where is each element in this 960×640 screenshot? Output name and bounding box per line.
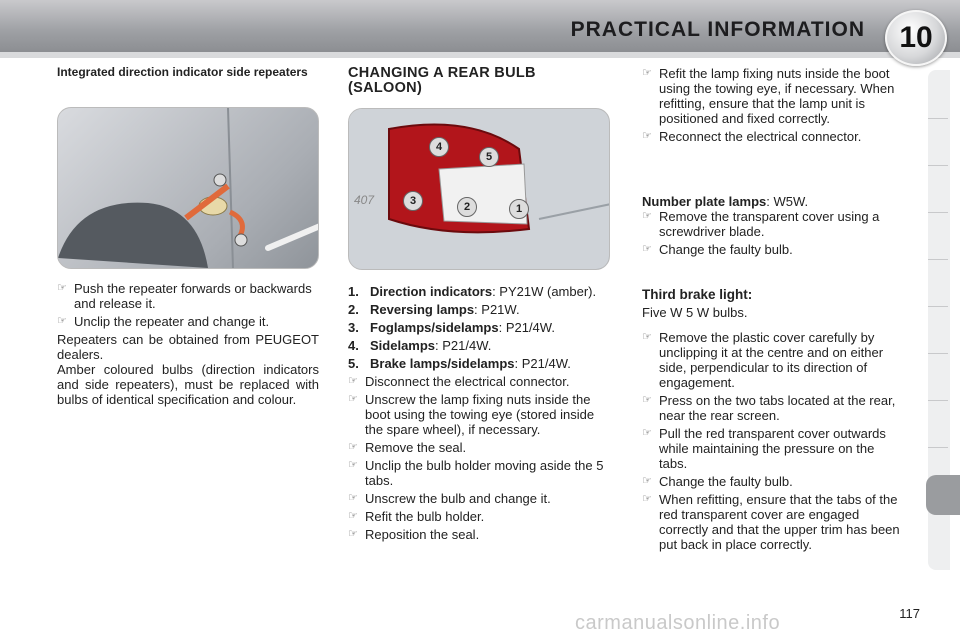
- bulb-type-item: 3. Foglamps/sidelamps: P21/4W.: [348, 320, 555, 335]
- side-repeater-photo: [57, 107, 319, 269]
- pointing-hand-icon: ☞: [57, 282, 67, 294]
- column-rear-bulb: [348, 66, 610, 545]
- pointing-hand-icon: ☞: [642, 493, 652, 505]
- third-brake-intro: Five W 5 W bulbs.: [642, 305, 748, 320]
- side-repeater-steps: [57, 281, 319, 329]
- callout-badge: 4: [429, 137, 449, 157]
- pointing-hand-icon: ☞: [642, 243, 652, 255]
- pointing-hand-icon: ☞: [642, 427, 652, 439]
- bulb-type-list: [348, 284, 610, 371]
- column-refit-and-brake: [642, 66, 904, 555]
- dealer-note: Repeaters can be obtained from PEUGEOT dealers.: [57, 332, 319, 362]
- side-tab-active[interactable]: [926, 475, 960, 515]
- pointing-hand-icon: ☞: [642, 210, 652, 222]
- list-item: ☞ Unscrew the lamp fixing nuts inside the boot using the towing eye (stored inside the spare wheel), if necessary.: [348, 392, 595, 437]
- list-item: ☞ Change the faulty bulb.: [642, 242, 793, 257]
- list-item: ☞ Unclip the bulb holder moving aside the 5 tabs.: [348, 458, 604, 488]
- rear-lamp-photo: [348, 108, 610, 270]
- header-strip: [0, 52, 960, 58]
- chapter-title: PRACTICAL INFORMATION: [570, 18, 865, 41]
- list-item: ☞ Change the faulty bulb.: [642, 474, 793, 489]
- callout-badge: 3: [403, 191, 423, 211]
- rear-bulb-steps: [348, 374, 610, 542]
- bulb-type-item: 2. Reversing lamps: P21W.: [348, 302, 520, 317]
- list-item: ☞ Press on the two tabs located at the rear, near the rear screen.: [642, 393, 896, 423]
- list-item: ☞ Remove the seal.: [348, 440, 467, 455]
- number-plate-steps: [642, 209, 904, 257]
- pointing-hand-icon: ☞: [642, 130, 652, 142]
- third-brake-title: Third brake light:: [642, 287, 753, 302]
- callout-badge: 5: [479, 147, 499, 167]
- list-item: ☞ Reposition the seal.: [348, 527, 480, 542]
- column-side-repeaters: [57, 66, 319, 407]
- list-item: ☞ Pull the red transparent cover outwards while maintaining the pressure on the tabs.: [642, 426, 886, 471]
- page-number: 117: [899, 606, 920, 621]
- chapter-number-badge: 10: [885, 10, 947, 66]
- pointing-hand-icon: ☞: [348, 510, 358, 522]
- side-tab-divider: [928, 400, 948, 401]
- list-item: ☞ Unclip the repeater and change it.: [57, 314, 270, 329]
- pointing-hand-icon: ☞: [348, 459, 358, 471]
- callout-badge: 1: [509, 199, 529, 219]
- watermark: carmanualsonline.info: [575, 612, 781, 634]
- list-item: ☞ Disconnect the electrical connector.: [348, 374, 570, 389]
- list-item: ☞ Push the repeater forwards or backwards and release it.: [57, 281, 312, 311]
- third-brake-steps: [642, 330, 904, 552]
- pointing-hand-icon: ☞: [348, 441, 358, 453]
- list-item: ☞ Remove the plastic cover carefully by unclipping it at the centre and on either side, perpendicular to its direction of engagement.: [642, 330, 884, 390]
- bulb-type-item: 1. Direction indicators: PY21W (amber).: [348, 284, 597, 299]
- svg-text:407: 407: [354, 193, 375, 207]
- pointing-hand-icon: ☞: [57, 315, 67, 327]
- refit-steps: [642, 66, 904, 144]
- side-tab-divider: [928, 353, 948, 354]
- pointing-hand-icon: ☞: [642, 331, 652, 343]
- list-item: ☞ When refitting, ensure that the tabs of the red transparent cover are engaged correctly and that the upper trim has been put back in place correctly.: [642, 492, 900, 552]
- side-repeater-illustration: [58, 108, 319, 268]
- side-tab-divider: [928, 259, 948, 260]
- rear-lamp-illustration: [349, 109, 610, 269]
- pointing-hand-icon: ☞: [348, 492, 358, 504]
- side-tab-divider: [928, 306, 948, 307]
- side-tab-divider: [928, 118, 948, 119]
- pointing-hand-icon: ☞: [348, 528, 358, 540]
- bulb-type-item: 4. Sidelamps: P21/4W.: [348, 338, 492, 353]
- pointing-hand-icon: ☞: [642, 67, 652, 79]
- pointing-hand-icon: ☞: [348, 375, 358, 387]
- list-item: ☞ Remove the transparent cover using a screwdriver blade.: [642, 209, 880, 239]
- bulb-colour-note: Amber coloured bulbs (direction indicators and side repeaters), must be replaced with bulbs of identical specification and colour.: [57, 362, 319, 407]
- pointing-hand-icon: ☞: [642, 475, 652, 487]
- callout-badge: 2: [457, 197, 477, 217]
- pointing-hand-icon: ☞: [348, 393, 358, 405]
- rear-bulb-title: CHANGING A REAR BULB (SALOON): [348, 65, 536, 96]
- side-tab-divider: [928, 447, 948, 448]
- list-item: ☞ Reconnect the electrical connector.: [642, 129, 862, 144]
- list-item: ☞ Refit the bulb holder.: [348, 509, 485, 524]
- side-repeaters-heading: Integrated direction indicator side repeaters: [57, 65, 308, 79]
- side-tab-divider: [928, 165, 948, 166]
- number-plate-heading: Number plate lamps: W5W.: [642, 194, 809, 209]
- bulb-type-item: 5. Brake lamps/sidelamps: P21/4W.: [348, 356, 571, 371]
- list-item: ☞ Refit the lamp fixing nuts inside the boot using the towing eye, if necessary. When refitting, ensure that the lamp unit is positioned and fixed correctly.: [642, 66, 895, 126]
- side-tab-divider: [928, 212, 948, 213]
- pointing-hand-icon: ☞: [642, 394, 652, 406]
- list-item: ☞ Unscrew the bulb and change it.: [348, 491, 551, 506]
